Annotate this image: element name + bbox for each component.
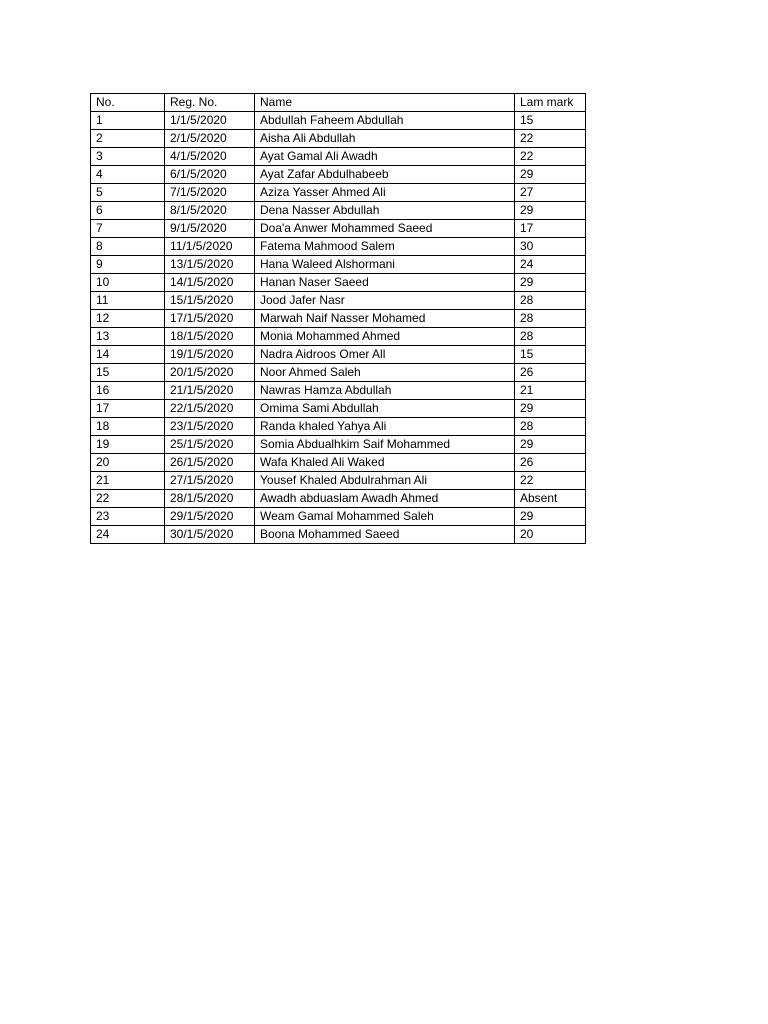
cell-no: 4: [91, 166, 165, 184]
cell-lam-mark: 17: [515, 220, 586, 238]
table-row: [91, 166, 586, 184]
cell-no: 3: [91, 148, 165, 166]
cell-no: 9: [91, 256, 165, 274]
cell-lam-mark: 29: [515, 274, 586, 292]
cell-name: Nawras Hamza Abdullah: [255, 382, 515, 400]
cell-name: Wafa Khaled Ali Waked: [255, 454, 515, 472]
cell-lam-mark: 29: [515, 400, 586, 418]
cell-reg-no: 18/1/5/2020: [165, 328, 255, 346]
cell-lam-mark: 29: [515, 436, 586, 454]
cell-no: 6: [91, 202, 165, 220]
cell-reg-no: 15/1/5/2020: [165, 292, 255, 310]
cell-name: Ayat Gamal Ali Awadh: [255, 148, 515, 166]
cell-no: 2: [91, 130, 165, 148]
cell-lam-mark: 24: [515, 256, 586, 274]
cell-reg-no: 17/1/5/2020: [165, 310, 255, 328]
table-header-row: [91, 94, 586, 112]
table-row: [91, 292, 586, 310]
cell-reg-no: 19/1/5/2020: [165, 346, 255, 364]
cell-no: 22: [91, 490, 165, 508]
cell-lam-mark: 15: [515, 346, 586, 364]
table-row: [91, 400, 586, 418]
cell-name: Fatema Mahmood Salem: [255, 238, 515, 256]
cell-reg-no: 14/1/5/2020: [165, 274, 255, 292]
table-row: [91, 472, 586, 490]
cell-reg-no: 9/1/5/2020: [165, 220, 255, 238]
header-lam-mark: Lam mark: [515, 94, 586, 112]
cell-name: Boona Mohammed Saeed: [255, 526, 515, 544]
cell-reg-no: 27/1/5/2020: [165, 472, 255, 490]
cell-name: Yousef Khaled Abdulrahman Ali: [255, 472, 515, 490]
cell-no: 23: [91, 508, 165, 526]
cell-lam-mark: 29: [515, 166, 586, 184]
cell-reg-no: 7/1/5/2020: [165, 184, 255, 202]
table-row: [91, 202, 586, 220]
cell-name: Monia Mohammed Ahmed: [255, 328, 515, 346]
cell-reg-no: 20/1/5/2020: [165, 364, 255, 382]
table-row: [91, 130, 586, 148]
cell-no: 15: [91, 364, 165, 382]
cell-name: Dena Nasser Abdullah: [255, 202, 515, 220]
table-row: [91, 364, 586, 382]
table-row: [91, 526, 586, 544]
cell-no: 5: [91, 184, 165, 202]
cell-lam-mark: 22: [515, 130, 586, 148]
cell-no: 20: [91, 454, 165, 472]
cell-lam-mark: 26: [515, 364, 586, 382]
cell-reg-no: 6/1/5/2020: [165, 166, 255, 184]
cell-lam-mark: 26: [515, 454, 586, 472]
table-row: [91, 238, 586, 256]
cell-no: 10: [91, 274, 165, 292]
header-reg-no: Reg. No.: [165, 94, 255, 112]
table-row: [91, 382, 586, 400]
cell-lam-mark: 20: [515, 526, 586, 544]
table-row: [91, 220, 586, 238]
table-body: [91, 112, 586, 544]
table-row: [91, 310, 586, 328]
table-row: [91, 148, 586, 166]
table-row: [91, 274, 586, 292]
cell-name: Omima Sami Abdullah: [255, 400, 515, 418]
cell-lam-mark: 15: [515, 112, 586, 130]
header-name: Name: [255, 94, 515, 112]
cell-name: Awadh abduaslam Awadh Ahmed: [255, 490, 515, 508]
cell-no: 8: [91, 238, 165, 256]
cell-no: 19: [91, 436, 165, 454]
cell-lam-mark: 28: [515, 292, 586, 310]
cell-lam-mark: 22: [515, 472, 586, 490]
cell-lam-mark: 29: [515, 508, 586, 526]
cell-reg-no: 1/1/5/2020: [165, 112, 255, 130]
cell-name: Doa'a Anwer Mohammed Saeed: [255, 220, 515, 238]
marks-table: [90, 93, 586, 544]
header-no: No.: [91, 94, 165, 112]
cell-name: Randa khaled Yahya Ali: [255, 418, 515, 436]
cell-name: Somia Abdualhkim Saif Mohammed: [255, 436, 515, 454]
cell-reg-no: 21/1/5/2020: [165, 382, 255, 400]
cell-reg-no: 25/1/5/2020: [165, 436, 255, 454]
marks-sheet: [90, 93, 586, 544]
table-row: [91, 436, 586, 454]
table-row: [91, 328, 586, 346]
cell-reg-no: 8/1/5/2020: [165, 202, 255, 220]
table-row: [91, 112, 586, 130]
cell-no: 21: [91, 472, 165, 490]
cell-no: 24: [91, 526, 165, 544]
cell-reg-no: 23/1/5/2020: [165, 418, 255, 436]
cell-reg-no: 26/1/5/2020: [165, 454, 255, 472]
table-row: [91, 256, 586, 274]
cell-name: Hana Waleed Alshormani: [255, 256, 515, 274]
cell-name: Hanan Naser Saeed: [255, 274, 515, 292]
cell-reg-no: 13/1/5/2020: [165, 256, 255, 274]
cell-no: 12: [91, 310, 165, 328]
cell-reg-no: 22/1/5/2020: [165, 400, 255, 418]
cell-name: Jood Jafer Nasr: [255, 292, 515, 310]
cell-lam-mark: 28: [515, 328, 586, 346]
cell-name: Aisha Ali Abdullah: [255, 130, 515, 148]
cell-no: 7: [91, 220, 165, 238]
cell-lam-mark: 28: [515, 310, 586, 328]
cell-lam-mark: 22: [515, 148, 586, 166]
cell-name: Noor Ahmed Saleh: [255, 364, 515, 382]
cell-no: 18: [91, 418, 165, 436]
cell-reg-no: 11/1/5/2020: [165, 238, 255, 256]
cell-reg-no: 4/1/5/2020: [165, 148, 255, 166]
table-row: [91, 508, 586, 526]
cell-lam-mark: 27: [515, 184, 586, 202]
cell-no: 16: [91, 382, 165, 400]
cell-no: 13: [91, 328, 165, 346]
table-row: [91, 346, 586, 364]
cell-reg-no: 28/1/5/2020: [165, 490, 255, 508]
cell-lam-mark: Absent: [515, 490, 586, 508]
cell-reg-no: 30/1/5/2020: [165, 526, 255, 544]
table-row: [91, 490, 586, 508]
cell-name: Weam Gamal Mohammed Saleh: [255, 508, 515, 526]
cell-no: 11: [91, 292, 165, 310]
cell-name: Marwah Naif Nasser Mohamed: [255, 310, 515, 328]
cell-lam-mark: 21: [515, 382, 586, 400]
cell-lam-mark: 30: [515, 238, 586, 256]
cell-name: Nadra Aidroos Omer All: [255, 346, 515, 364]
table-row: [91, 184, 586, 202]
cell-reg-no: 2/1/5/2020: [165, 130, 255, 148]
cell-lam-mark: 29: [515, 202, 586, 220]
cell-name: Ayat Zafar Abdulhabeeb: [255, 166, 515, 184]
cell-no: 14: [91, 346, 165, 364]
cell-no: 1: [91, 112, 165, 130]
cell-name: Aziza Yasser Ahmed Ali: [255, 184, 515, 202]
table-row: [91, 454, 586, 472]
cell-name: Abdullah Faheem Abdullah: [255, 112, 515, 130]
cell-lam-mark: 28: [515, 418, 586, 436]
table-row: [91, 418, 586, 436]
cell-no: 17: [91, 400, 165, 418]
cell-reg-no: 29/1/5/2020: [165, 508, 255, 526]
